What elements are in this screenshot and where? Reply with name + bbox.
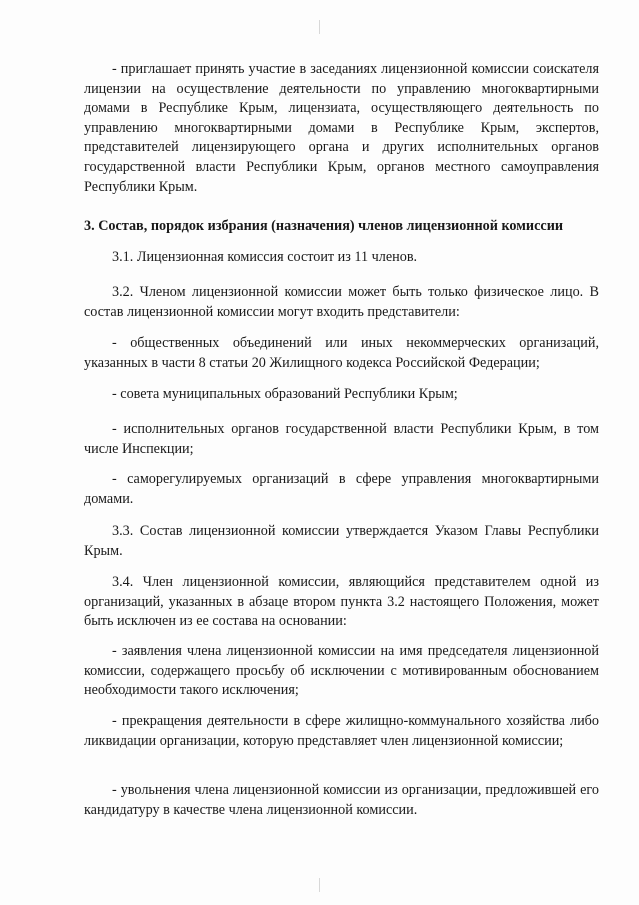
list-item-executive-bodies: - исполнительных органов государственной власти Республики Крым, в том числе Инспекции; <box>84 421 599 457</box>
paragraph-3-2: 3.2. Членом лицензионной комиссии может быть только физическое лицо. В состав лицензионной комиссии могут входить представители: <box>84 284 599 320</box>
section-heading-3: 3. Состав, порядок избрания (назначения) членов лицензионной комиссии <box>84 218 564 234</box>
paragraph-3-1: 3.1. Лицензионная комиссия состоит из 11 членов. <box>112 249 418 265</box>
list-item-municipal-council: - совета муниципальных образований Республики Крым; <box>112 386 458 402</box>
list-item-termination: - прекращения деятельности в сфере жилищно-коммунального хозяйства либо ликвидации организации, которую представляет член лицензионной комиссии; <box>84 713 599 749</box>
scan-mark-bottom <box>319 878 320 892</box>
list-item-self-regulatory: - саморегулируемых организаций в сфере управления многоквартирными домами. <box>84 471 599 507</box>
scan-mark-top <box>319 20 320 34</box>
paragraph-invite: - приглашает принять участие в заседаниях лицензионной комиссии соискателя лицензии на осуществление деятельности по управлению многоквартирными домами в Республике Крым, лицензиата, осуществляющего деятельность по управлению многоквартирными домами в Республике Крым, экспертов, представителей лицензирующего органа и других исполнительных органов государственной власти Республики Крым, органов местного самоуправления Республики Крым. <box>84 61 599 195</box>
paragraph-3-3: 3.3. Состав лицензионной комиссии утверждается Указом Главы Республики Крым. <box>84 523 599 559</box>
list-item-application: - заявления члена лицензионной комиссии на имя председателя лицензионной комиссии, содержащего просьбу об исключении с мотивированным обоснованием необходимости такого исключения; <box>84 643 599 699</box>
paragraph-3-4: 3.4. Член лицензионной комиссии, являющийся представителем одной из организаций, указанных в абзаце втором пункта 3.2 настоящего Положения, может быть исключен из ее состава на основании: <box>84 574 599 630</box>
list-item-public-organizations: - общественных объединений или иных некоммерческих организаций, указанных в части 8 статьи 20 Жилищного кодекса Российской Федерации; <box>84 335 599 371</box>
list-item-dismissal: - увольнения члена лицензионной комиссии из организации, предложившей его кандидатуру в качестве члена лицензионной комиссии. <box>84 782 599 818</box>
